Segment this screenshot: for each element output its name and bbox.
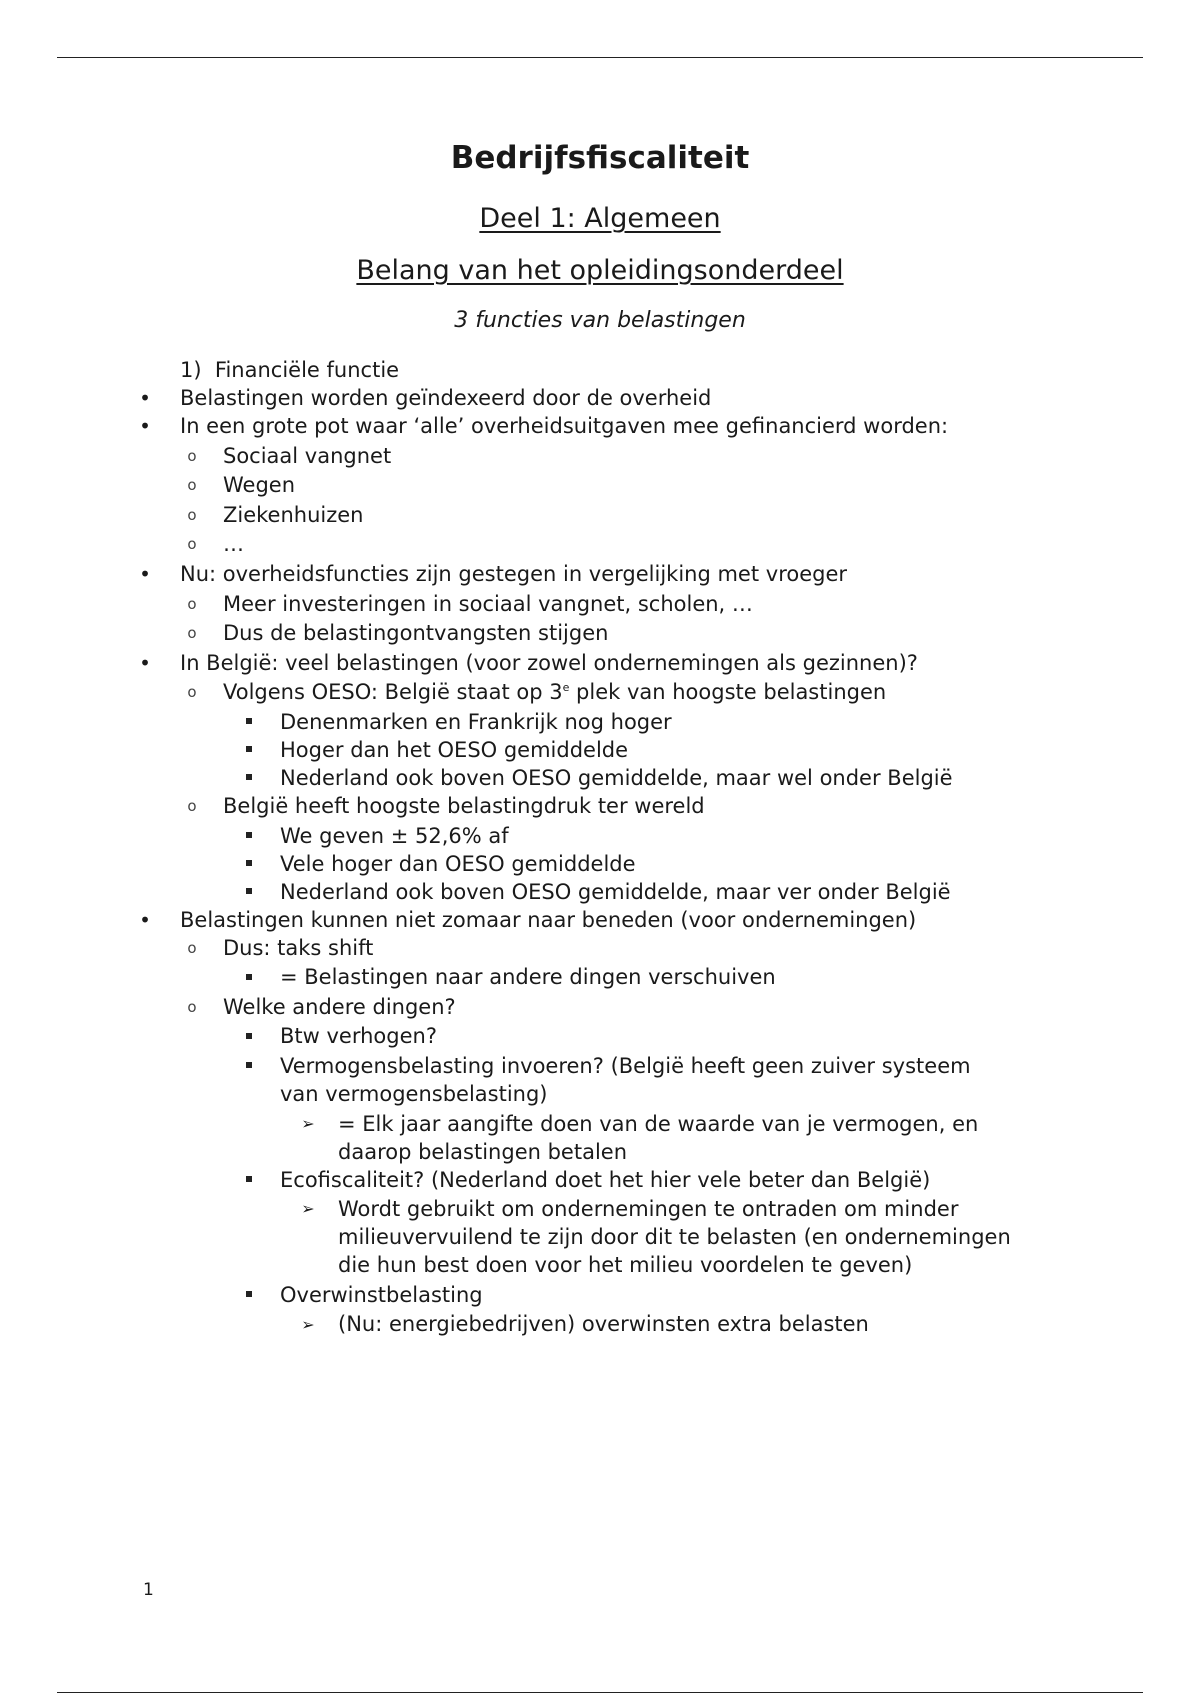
list-item: o Wegen [0, 471, 1200, 501]
bullet-icon: • [139, 650, 151, 675]
list-item: Vele hoger dan OESO gemiddelde [0, 850, 1200, 878]
list-item: o Volgens OESO: België staat op 3e plek van hoogste belastingen [0, 678, 1200, 708]
square-bullet-icon [239, 708, 259, 736]
arrow-bullet-icon: ➢ [301, 1199, 315, 1219]
document-body [0, 356, 1200, 1340]
circle-bullet-icon: o [187, 535, 197, 554]
circle-bullet-icon: o [187, 446, 197, 465]
list-item: • Belastingen kunnen niet zomaar naar beneden (voor ondernemingen) [0, 906, 1200, 934]
list-item: = Belastingen naar andere dingen verschuiven [0, 963, 1200, 993]
list-item: o België heeft hoogste belastingdruk ter wereld [0, 792, 1200, 822]
circle-bullet-icon: o [187, 938, 197, 957]
square-bullet-icon [239, 878, 259, 906]
circle-bullet-icon: o [187, 683, 197, 702]
list-item: o Dus: taks shift [0, 934, 1200, 964]
square-bullet-icon [239, 1166, 259, 1196]
list-item: • Belastingen worden geïndexeerd door de overheid [0, 384, 1200, 412]
circle-bullet-icon: o [187, 594, 197, 613]
list-item: o Meer investeringen in sociaal vangnet, scholen, … [0, 590, 1200, 620]
circle-bullet-icon: o [187, 624, 197, 643]
bullet-icon: • [139, 907, 151, 932]
square-bullet-icon [239, 736, 259, 764]
list-item: • In een grote pot waar ‘alle’ overheidsuitgaven mee gefinancierd worden: [0, 412, 1200, 442]
square-bullet-icon [239, 764, 259, 792]
section-heading: 3 functies van belastingen [454, 308, 746, 333]
square-bullet-icon [239, 850, 259, 878]
list-item-continuation: milieuvervuilend te zijn door dit te belasten (en ondernemingen [338, 1225, 1011, 1250]
circle-bullet-icon: o [187, 505, 197, 524]
page-number: 1 [143, 1580, 154, 1600]
document-title: Bedrijfsfiscaliteit [450, 140, 750, 176]
list-item: • Nu: overheidsfuncties zijn gestegen in vergelijking met vroeger [0, 560, 1200, 590]
circle-bullet-icon: o [187, 796, 197, 815]
list-item: o … [0, 530, 1200, 560]
part-heading: Deel 1: Algemeen [479, 203, 721, 234]
list-item: Ecofiscaliteit? (Nederland doet het hier vele beter dan België) [0, 1166, 1200, 1196]
list-item: ➢ (Nu: energiebedrijven) overwinsten extra belasten [0, 1310, 1200, 1340]
chapter-heading: Belang van het opleidingsonderdeel [356, 255, 844, 286]
list-item-continuation: van vermogensbelasting) [280, 1081, 548, 1106]
item-label: Financiële functie [214, 358, 400, 382]
bullet-icon: • [139, 561, 151, 586]
bottom-rule [57, 1692, 1143, 1693]
list-item: • In België: veel belastingen (voor zowel ondernemingen als gezinnen)? [0, 649, 1200, 679]
list-item: o Dus de belastingontvangsten stijgen [0, 619, 1200, 649]
list-item: ➢ = Elk jaar aangifte doen van de waarde van je vermogen, en [0, 1110, 1200, 1138]
numbered-item [0, 356, 1200, 384]
square-bullet-icon [239, 1052, 259, 1080]
top-rule [57, 57, 1143, 58]
list-item: Nederland ook boven OESO gemiddelde, maar ver onder België [0, 878, 1200, 906]
arrow-bullet-icon: ➢ [301, 1113, 315, 1133]
circle-bullet-icon: o [187, 476, 197, 495]
list-item: o Ziekenhuizen [0, 501, 1200, 531]
list-item-continuation: daarop belastingen betalen [338, 1139, 628, 1164]
list-item: Vermogensbelasting invoeren? (België heeft geen zuiver systeem [0, 1052, 1200, 1080]
list-item: o Sociaal vangnet [0, 442, 1200, 472]
list-item-continuation: die hun best doen voor het milieu voordelen te geven) [338, 1253, 913, 1278]
list-item: Overwinstbelasting [0, 1281, 1200, 1311]
bullet-icon: • [139, 386, 151, 410]
circle-bullet-icon: o [187, 997, 197, 1016]
list-item: Btw verhogen? [0, 1022, 1200, 1052]
list-item: o Welke andere dingen? [0, 993, 1200, 1023]
bullet-icon: • [139, 414, 151, 438]
arrow-bullet-icon: ➢ [301, 1315, 315, 1335]
square-bullet-icon [239, 963, 259, 993]
square-bullet-icon [239, 1281, 259, 1311]
square-bullet-icon [239, 822, 259, 850]
list-item: ➢ Wordt gebruikt om ondernemingen te ontraden om minder [0, 1195, 1200, 1223]
list-item: Denenmarken en Frankrijk nog hoger [0, 708, 1200, 736]
list-item: Nederland ook boven OESO gemiddelde, maar wel onder België [0, 764, 1200, 792]
list-item: Hoger dan het OESO gemiddelde [0, 736, 1200, 764]
list-item: We geven ± 52,6% af [0, 822, 1200, 850]
square-bullet-icon [239, 1022, 259, 1052]
item-number: 1) [180, 358, 202, 382]
